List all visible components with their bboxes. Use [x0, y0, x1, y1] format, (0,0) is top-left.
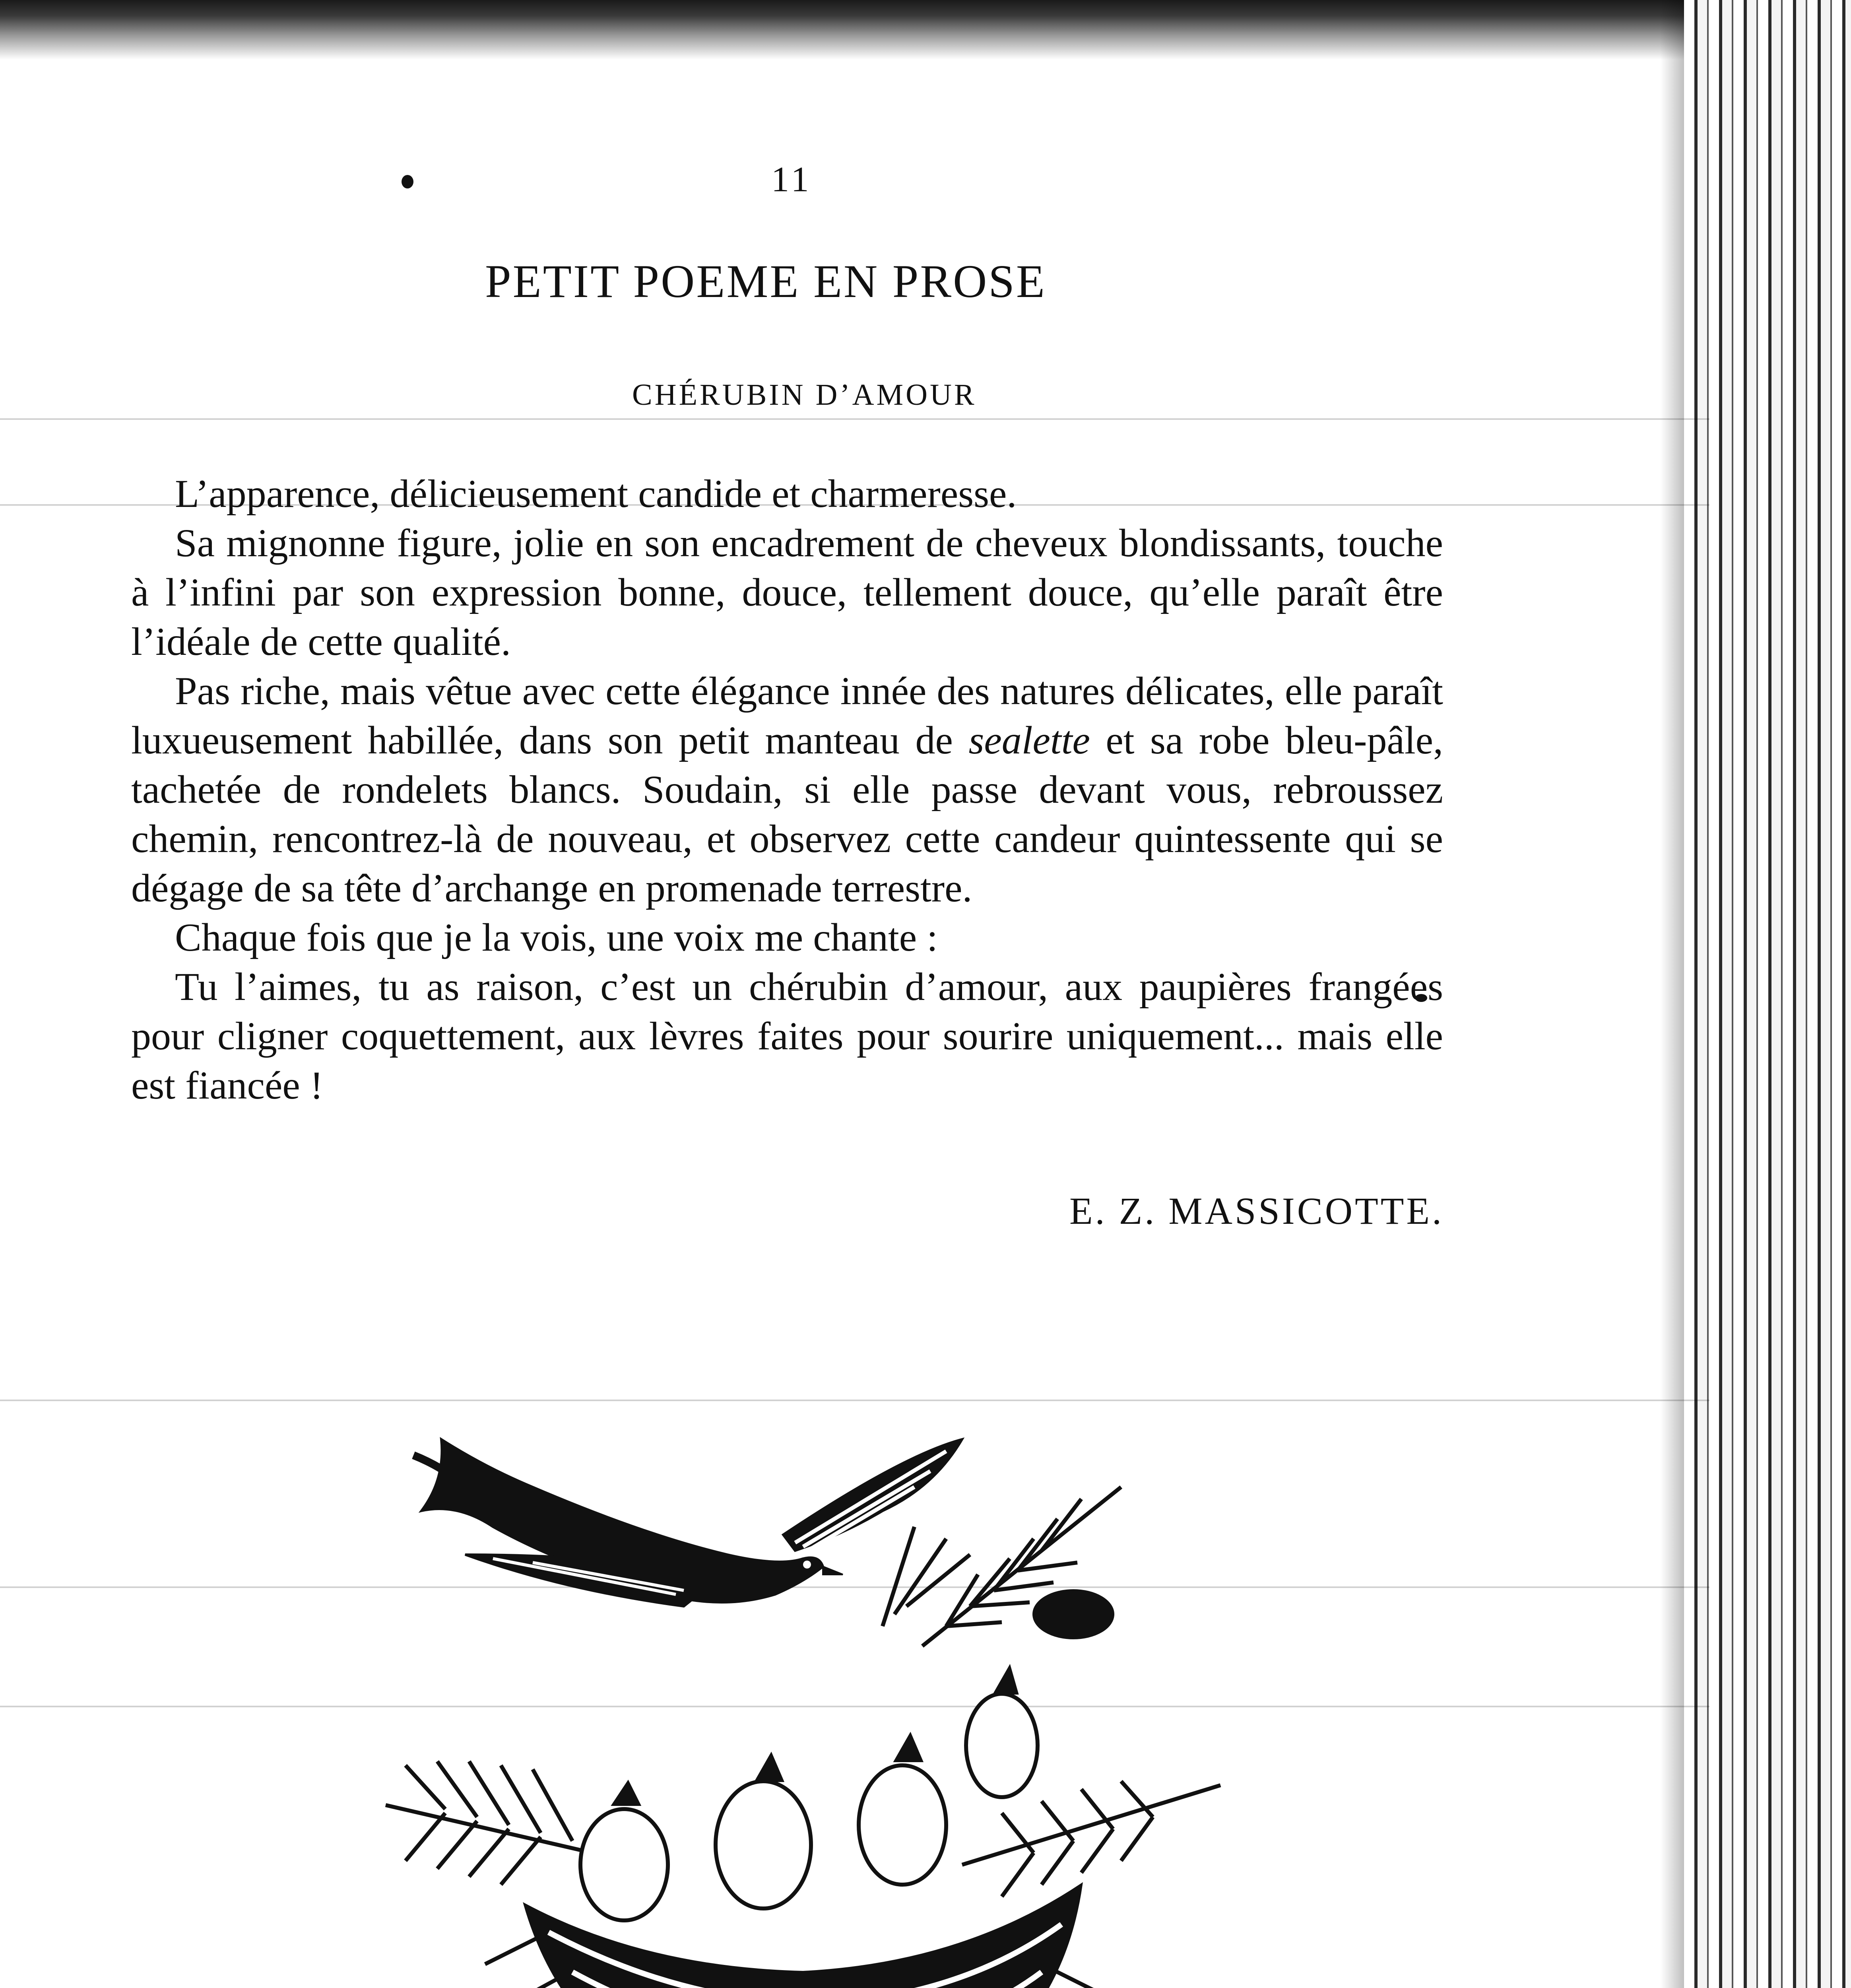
paragraph-text: Pas riche, mais vêtue avec cette élégance innée des natures délicates, elle paraît luxueusement habillée, dans son petit manteau de	[131, 669, 1443, 762]
paragraph	[131, 666, 1443, 913]
stacked-page-edges	[1684, 0, 1851, 1988]
paragraph-text: et sa robe bleu-pâle, tachetée de rondelets blancs. Soudain, si elle passe devant vous, rebroussez chemin, rencontrez-là de nouveau, et observez cette candeur quintessente qui se dégage de sa tête d’archange en promenade terrestre.	[131, 718, 1444, 910]
page-number: 11	[771, 160, 812, 199]
scan-top-edge	[0, 0, 1851, 60]
birds-nest-illustration	[326, 1368, 1280, 1988]
italic-word: sealette	[968, 718, 1090, 762]
paragraph: Tu l’aimes, tu as raison, c’est un chérubin d’amour, aux paupières frangées pour cligner coquettement, aux lèvres faites pour sourire uniquement... mais elle est fiancée !	[131, 965, 1443, 1107]
poem-title: PETIT POEME EN PROSE	[485, 255, 1046, 307]
poem-subtitle: CHÉRUBIN D’AMOUR	[632, 378, 977, 412]
ink-speck	[402, 175, 413, 188]
paragraph: Chaque fois que je la vois, une voix me chante :	[175, 915, 938, 959]
author-signature: E. Z. MASSICOTTE.	[1069, 1190, 1444, 1232]
paragraph: Sa mignonne figure, jolie en son encadrement de cheveux blondissants, touche à l’infini par son expression bonne, douce, tellement douce, qu’elle paraît être l’idéale de cette qualité.	[131, 521, 1443, 664]
poem-body	[131, 469, 1443, 1110]
scan-line	[0, 418, 1709, 420]
paragraph: L’apparence, délicieusement candide et charmeresse.	[175, 472, 1017, 516]
